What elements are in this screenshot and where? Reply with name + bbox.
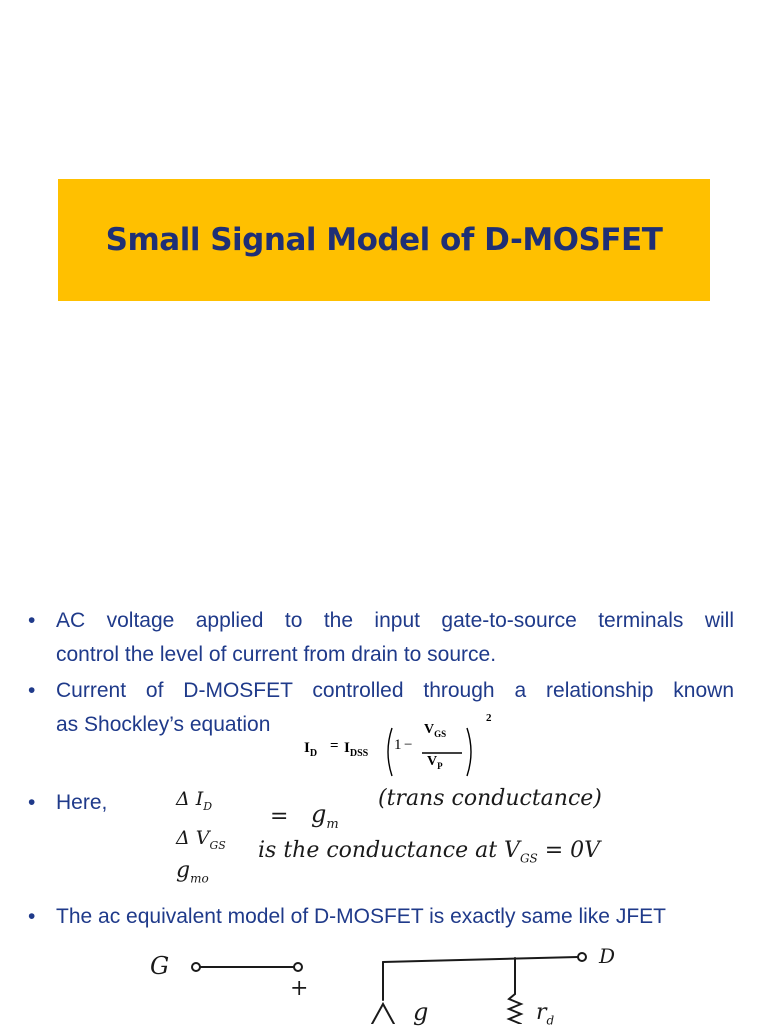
eq-id: I xyxy=(304,740,310,756)
bullet-3-text: Here, xyxy=(56,791,108,814)
plus-label: + xyxy=(290,976,309,1001)
eq-vp: V xyxy=(427,754,438,769)
bullet-2-line-2: as Shockley’s equation xyxy=(56,713,271,736)
eq-exponent: 2 xyxy=(486,712,492,724)
eq-minus: − xyxy=(404,737,413,753)
rd-resistor xyxy=(509,994,521,1024)
eq-vgs: V xyxy=(424,722,435,737)
bullet-1-line-2: control the level of current from drain to source. xyxy=(56,643,497,666)
current-source-symbol xyxy=(372,1004,394,1024)
eq-equals: = xyxy=(330,738,339,754)
eq-idss: I xyxy=(344,740,350,756)
hw-equals: = xyxy=(270,804,289,829)
shockley-equation: $I_D$ = $I_{DSS}$ 1 − $V_{GS}$ $V_P$ 2 xyxy=(304,712,492,771)
bullet-1-line-1: AC voltage applied to the input gate-to-source terminals will xyxy=(56,609,734,632)
hw-gmo: $g_{mo}$ xyxy=(176,858,209,886)
slide-title: Small Signal Model of D-MOSFET xyxy=(105,222,663,258)
gm-vgs-label: g xyxy=(413,998,429,1026)
bullet-marker: • xyxy=(28,679,36,702)
eq-one: 1 xyxy=(394,737,402,753)
hw-gm: $g_m$ xyxy=(311,800,339,832)
bullet-4-text: The ac equivalent model of D-MOSFET is exactly same like JFET xyxy=(56,905,666,928)
drain-label: D xyxy=(599,944,616,968)
bullet-marker: • xyxy=(28,609,36,632)
bullet-marker: • xyxy=(28,791,36,814)
rd-label: $r_d$ xyxy=(536,1000,555,1027)
hw-delta-vgs: Δ $V_{GS}$ xyxy=(176,827,226,852)
gate-label: G xyxy=(150,952,170,980)
hw-transconductance: (trans conductance) xyxy=(378,786,602,811)
drain-wire xyxy=(383,957,578,962)
hw-conductance-line: is the conductance at $V_{GS} = 0V$ xyxy=(258,838,601,866)
gate-node xyxy=(294,963,302,971)
hw-delta-id: Δ $I_D$ xyxy=(176,788,213,813)
bullet-2-line-1: Current of D-MOSFET controlled through a relationship known xyxy=(56,679,734,702)
drain-terminal xyxy=(578,953,586,961)
gate-terminal xyxy=(192,963,200,971)
bullet-marker: • xyxy=(28,905,36,928)
